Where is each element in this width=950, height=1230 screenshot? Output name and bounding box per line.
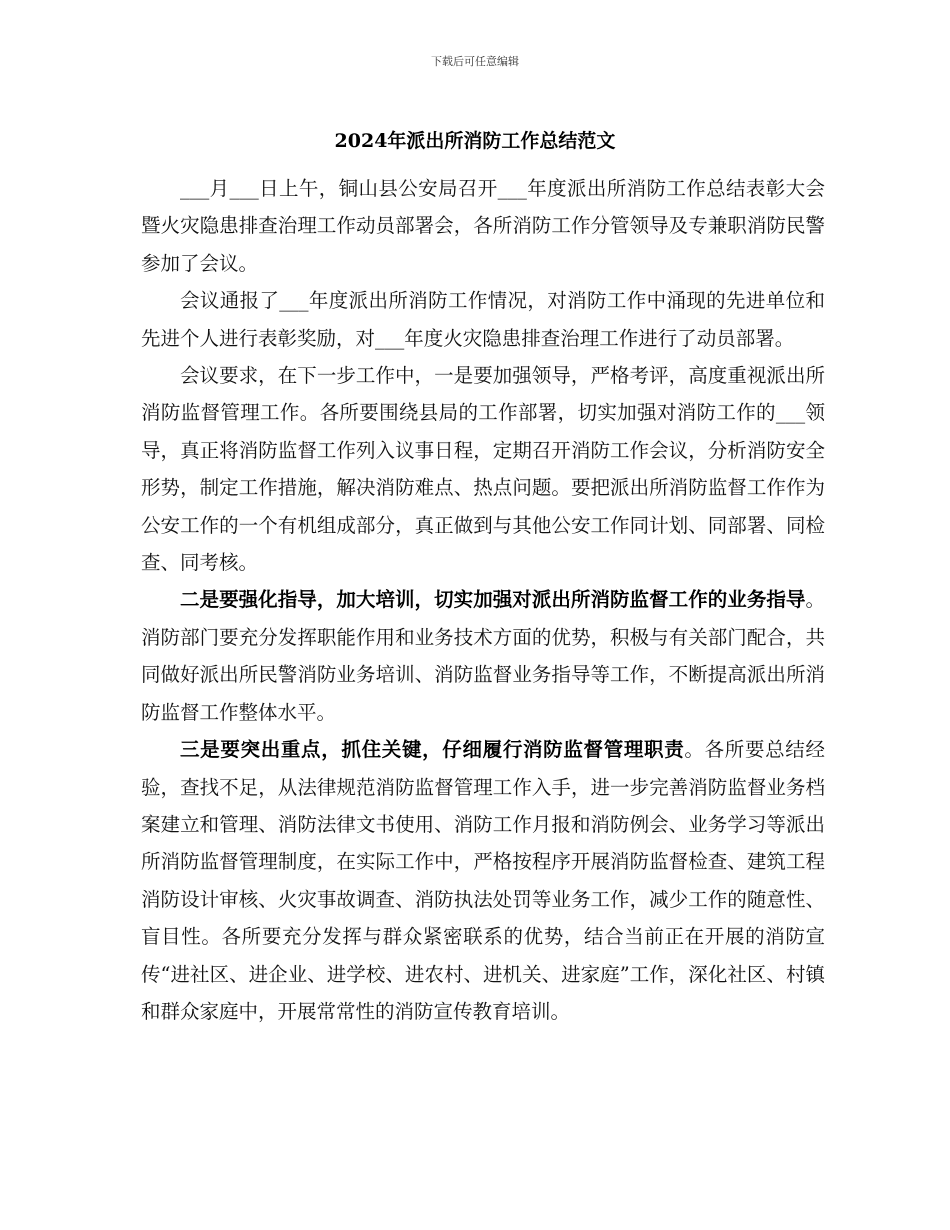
paragraph	[141, 357, 825, 581]
paragraph-text: 。各所要总结经验，查找不足，从法律规范消防监督管理工作入手，进一步完善消防监督业务档案建立和管理、消防法律文书使用、消防工作月报和消防例会、业务学习等派出所消防监督管理制度，在实际工作中，严格按程序开展消防监督检查、建筑工程消防设计审核、火灾事故调查、消防执法处罚等业务工作，减少工作的随意性、盲目性。各所要充分发挥与群众紧密联系的优势，结合当前正在开展的消防宣传“进社区、进企业、进学校、进农村、进机关、进家庭”工作，深化社区、村镇和群众家庭中，开展常常性的消防宣传教育培训。	[141, 738, 825, 1023]
paragraph	[141, 731, 825, 1030]
paragraph-text: 会议通报了___年度派出所消防工作情况，对消防工作中涌现的先进单位和先进个人进行表彰奖励，对___年度火灾隐患排查治理工作进行了动员部署。	[141, 289, 825, 350]
paragraph	[141, 581, 825, 731]
document-body	[141, 170, 825, 1030]
header-note: 下载后可任意编辑	[431, 55, 519, 68]
paragraph-text: ___月___日上午，铜山县公安局召开___年度派出所消防工作总结表彰大会暨火灾隐患排查治理工作动员部署会，各所消防工作分管领导及专兼职消防民警参加了会议。	[141, 177, 825, 275]
paragraph-lead: 三是要突出重点，抓住关键，仔细履行消防监督管理职责	[180, 738, 685, 762]
paragraph-text: 会议要求，在下一步工作中，一是要加强领导，严格考评，高度重视派出所消防监督管理工作。各所要围绕县局的工作部署，切实加强对消防工作的___领导，真正将消防监督工作列入议事日程，定期召开消防工作会议，分析消防安全形势，制定工作措施，解决消防难点、热点问题。要把派出所消防监督工作作为公安工作的一个有机组成部分，真正做到与其他公安工作同计划、同部署、同检查、同考核。	[141, 364, 825, 575]
paragraph	[141, 170, 825, 282]
paragraph-lead: 二是要强化指导，加大培训，切实加强对派出所消防监督工作的业务指导	[180, 588, 806, 612]
document-title: 2024年派出所消防工作总结范文	[334, 130, 616, 152]
paragraph	[141, 282, 825, 357]
paragraph-text: 。消防部门要充分发挥职能作用和业务技术方面的优势，积极与有关部门配合，共同做好派出所民警消防业务培训、消防监督业务指导等工作，不断提高派出所消防监督工作整体水平。	[141, 588, 825, 724]
